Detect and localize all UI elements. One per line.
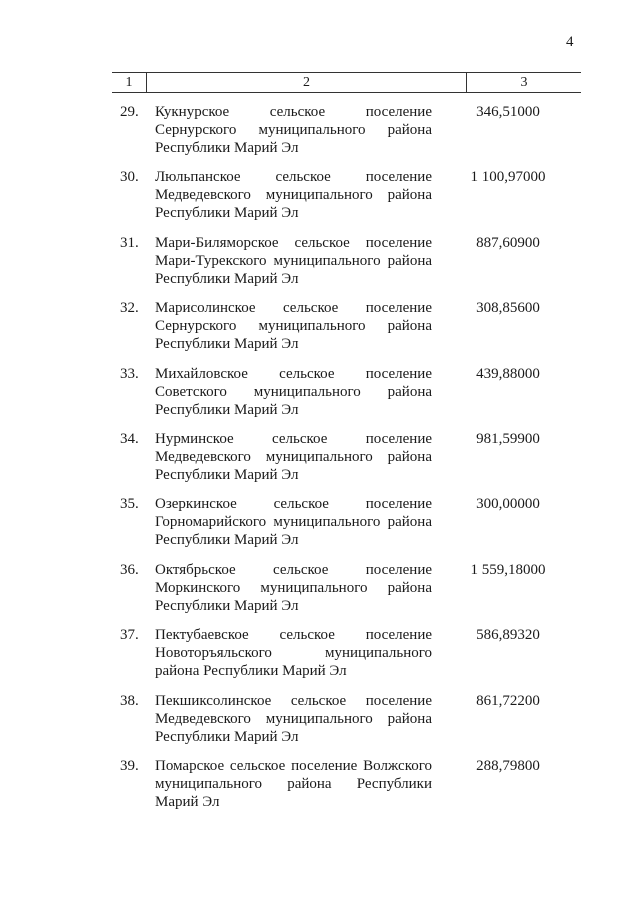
amount-value: 887,60900: [476, 234, 540, 251]
table-row: [0, 234, 639, 299]
settlement-name-line: Медведевского муниципального района: [155, 710, 432, 727]
row-number: 31.: [120, 234, 139, 251]
settlement-name-line: Октябрьское сельское поселение: [155, 561, 432, 578]
settlement-name: [155, 299, 432, 353]
table-row: [0, 168, 639, 233]
amount-value: 586,89320: [476, 627, 540, 644]
settlement-name-line: Медведевского муниципального района: [155, 448, 432, 465]
settlement-name-line: Новоторъяльского муниципального: [155, 645, 432, 662]
settlement-name-line: Кукнурское сельское поселение: [155, 104, 432, 120]
settlement-name: [155, 234, 432, 288]
settlement-name: [155, 365, 432, 419]
row-number: 32.: [120, 300, 139, 317]
settlement-name-line: Марий Эл: [155, 793, 220, 810]
settlement-name-line: Михайловское сельское поселение: [155, 365, 432, 382]
settlement-name-line: Нурминское сельское поселение: [155, 430, 432, 447]
table-row: [0, 692, 639, 757]
amount-value: 288,79800: [476, 757, 540, 774]
amount-value: 300,00000: [476, 496, 540, 513]
amount-value: 346,51000: [476, 104, 540, 120]
row-number: 35.: [120, 496, 139, 513]
settlement-name-line: Пектубаевское сельское поселение: [155, 627, 432, 644]
settlement-name: [155, 430, 432, 484]
settlement-name-line: муниципального района Республики: [155, 775, 432, 792]
row-number: 38.: [120, 692, 139, 709]
table-row: [0, 495, 639, 560]
row-number: 33.: [120, 365, 139, 382]
settlement-name-line: Республики Марий Эл: [155, 336, 299, 353]
settlement-name-line: Марисолинское сельское поселение: [155, 300, 432, 317]
table-row: [0, 430, 639, 495]
table-row: [0, 365, 639, 430]
settlement-name-line: Озеркинское сельское поселение: [155, 496, 432, 513]
header-col-1: 1: [125, 74, 133, 90]
settlement-name-line: Республики Марий Эл: [155, 401, 299, 418]
page-number: 4: [566, 34, 574, 50]
table-row: [0, 299, 639, 364]
settlement-name-line: Мари-Биляморское сельское поселение: [155, 234, 432, 251]
settlement-name: [155, 103, 432, 157]
amount-value: 981,59900: [476, 430, 540, 447]
settlement-name-line: Помарское сельское поселение Волжского: [155, 757, 432, 774]
row-number: 39.: [120, 757, 139, 774]
settlement-name-line: района Республики Марий Эл: [155, 663, 347, 680]
settlement-name: [155, 692, 432, 746]
settlement-name-line: Республики Марий Эл: [155, 728, 299, 745]
settlement-name-line: Люльпанское сельское поселение: [155, 169, 432, 186]
settlement-name: [155, 757, 432, 811]
amount-value: 1 100,97000: [470, 169, 546, 186]
amount-value: 308,85600: [476, 300, 540, 317]
settlement-name: [155, 561, 432, 615]
table-body: [0, 103, 639, 822]
table-row: [0, 757, 639, 822]
table-row: [0, 626, 639, 691]
settlement-name-line: Советского муниципального района: [155, 383, 432, 400]
settlement-name-line: Республики Марий Эл: [155, 532, 299, 549]
settlement-name-line: Моркинского муниципального района: [155, 579, 432, 596]
settlement-name-line: Республики Марий Эл: [155, 140, 299, 156]
settlement-name-line: Республики Марий Эл: [155, 205, 299, 222]
table-header: [112, 72, 581, 93]
settlement-name-line: Мари-Турекского муниципального района: [155, 252, 432, 269]
row-number: 37.: [120, 627, 139, 644]
header-col-2: 2: [146, 73, 467, 92]
settlement-name-line: Горномарийского муниципального района: [155, 514, 432, 531]
settlement-name: [155, 168, 432, 222]
settlement-name: [155, 495, 432, 549]
amount-value: 439,88000: [476, 365, 540, 382]
settlement-name-line: Республики Марий Эл: [155, 466, 299, 483]
header-col-3: 3: [520, 74, 528, 90]
settlement-name-line: Пекшиксолинское сельское поселение: [155, 692, 432, 709]
row-number: 36.: [120, 561, 139, 578]
settlement-name: [155, 626, 432, 680]
row-number: 29.: [120, 104, 139, 120]
row-number: 30.: [120, 169, 139, 186]
settlement-name-line: Сернурского муниципального района: [155, 122, 432, 138]
table-row: [0, 561, 639, 626]
settlement-name-line: Медведевского муниципального района: [155, 187, 432, 204]
amount-value: 1 559,18000: [470, 561, 546, 578]
settlement-name-line: Республики Марий Эл: [155, 270, 299, 287]
amount-value: 861,72200: [476, 692, 540, 709]
table-row: [0, 103, 639, 168]
row-number: 34.: [120, 430, 139, 447]
settlement-name-line: Сернурского муниципального района: [155, 318, 432, 335]
settlement-name-line: Республики Марий Эл: [155, 597, 299, 614]
